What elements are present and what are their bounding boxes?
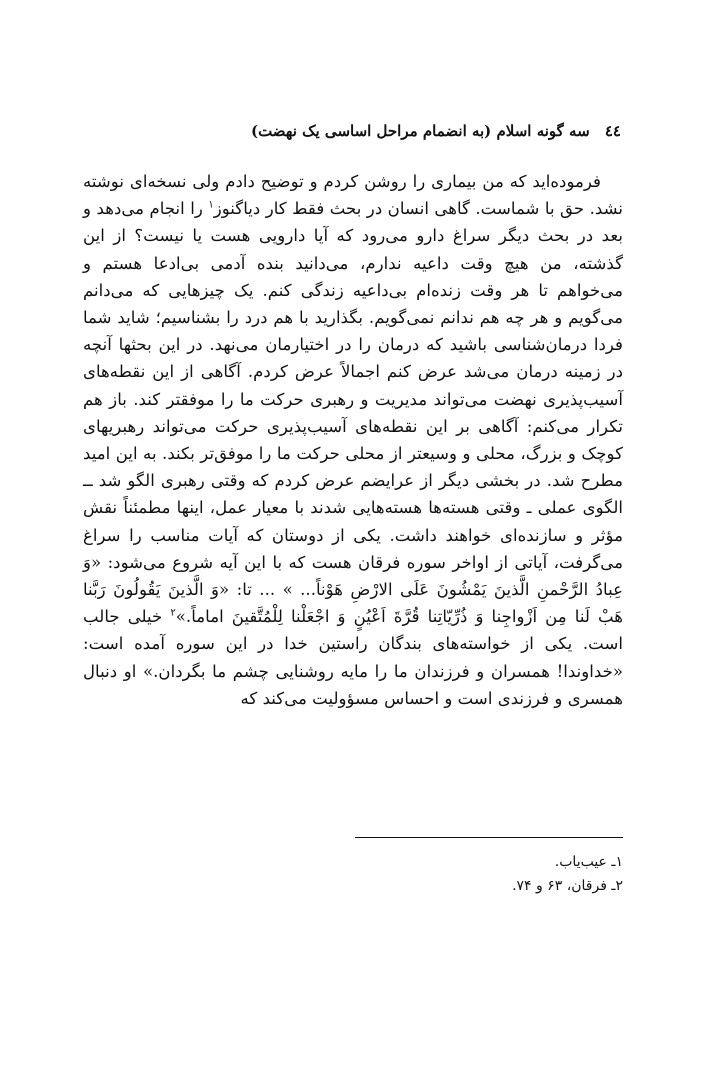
footnote-2: ۲ـ فرقان، ۶۳ و ۷۴. [512, 878, 623, 894]
paragraph-text-2: را انجام می‌دهد و بعد در بحث دیگر سراغ دارو می‌رود که آیا دارویی هست یا نیست؟ از این گذشته، من هیچ وقت داعیه ندارم، می‌دانید بنده آدمی بی‌ادعا هستم و می‌خواهم تا هر وقت زنده‌ام بی‌داعیه زندگی کنم. یک چیزهایی که می‌دانم می‌گویم و هر چه هم ندانم نمی‌گویم. بگذارید با هم درد را بشناسیم؛ شاید شما فردا درمان‌شناسی باشید که درمان را در اختیارمان می‌نهد. در این بحثها آنچه در زمینه درمان می‌شد عرض کنم اجمالاً عرض کردم. آگاهی از این نقطه‌های آسیب‌پذیری نهضت می‌تواند مدیریت و رهبری حرکت ما را موفقتر کند. باز هم تکرار می‌کنم: آگاهی بر این نقطه‌های آسیب‌پذیری حرکت می‌تواند رهبریهای کوچک و بزرگ، محلی و وسیعتر از محلی حرکت ما را موفق‌تر بکند. به این امید مطرح شد. در بخشی دیگر از عرایضم عرض کردم که وقتی رهبری الگو شد ــ الگوی عملی ـ وقتی هسته‌ها هسته‌هایی شدند با معیار عمل، اینها مطمئناً نقش مؤثر و سازنده‌ای خواهند داشت. یکی از دوستان که آیات مناسب را سراغ می‌گرفت، آیاتی از اواخر سوره فرقان هست که با این آیه شروع می‌شود: «وَ عِبادُ الرَّحْمنِ الَّذینَ یَمْشُونَ عَلَی الارْضِ هَوْناً... » ... تا: «وَ الَّذینَ یَقُولُونَ رَبَّنا هَبْ لَنا مِن اَزْواجِنا وَ ذُرِّیّاتِنا قُرَّةَ اَعْیُنٍ وَ اجْعَلْنا لِلْمُتَّقینَ اماماً.» [83, 199, 623, 627]
footnote-1: ۱ـ عیب‌یاب. [554, 854, 623, 870]
paragraph-text-1: فرموده‌اید که من بیماری را روشن کردم و توضیح دادم ولی نسخه‌ای نوشته نشد. حق با شماست. گاهی انسان در بحث فقط کار دیاگنوز [83, 172, 624, 219]
page-number: ٤٤ [604, 122, 621, 140]
paragraph [83, 168, 623, 712]
footnote-divider [355, 837, 623, 838]
paragraph-text-3: خیلی جالب است. یکی از خواسته‌های بندگان راستین خدا در این سوره آمده است: «خداوندا! همسران و فرزندان ما را مایه روشنایی چشم ما بگردان.» او دنبال همسری و فرزندی است و احساس مسؤولیت می‌کند که [83, 607, 623, 708]
running-header [87, 121, 621, 141]
footnote-reference-2: ۲ [170, 607, 176, 619]
footnote-reference-1: ۱ [208, 199, 214, 211]
body-text [83, 168, 623, 712]
footnotes [83, 850, 623, 898]
running-title: سه گونه اسلام (به انضمام مراحل اساسی یک نهضت) [250, 122, 590, 140]
